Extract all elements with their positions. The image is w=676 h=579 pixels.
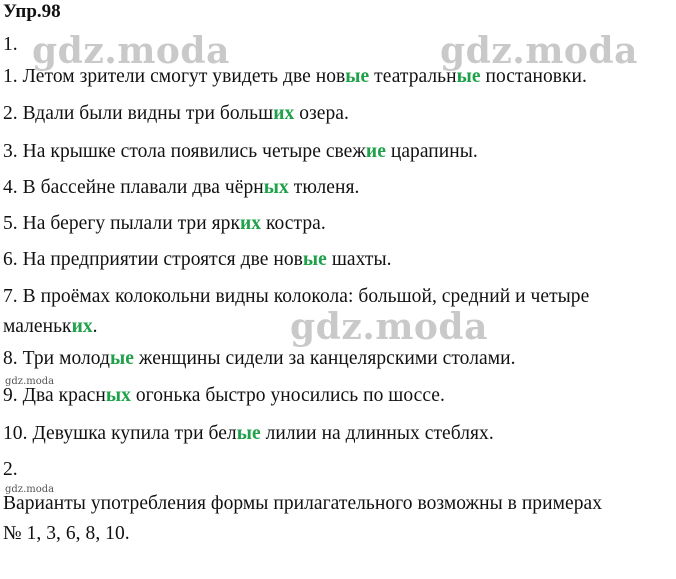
highlighted-ending: ые	[345, 66, 370, 87]
watermark-center: gdz.moda	[290, 306, 488, 348]
sentence-number: 10.	[3, 423, 28, 444]
sentence-number: 1.	[3, 66, 18, 87]
section-1-marker: 1.	[3, 34, 18, 55]
sentence-text: На предприятии строятся две нов	[17, 249, 303, 270]
sentence-line	[3, 348, 516, 370]
section-2-marker: 2.	[3, 459, 18, 480]
sentence-line	[3, 177, 359, 199]
sentence-number: 7.	[3, 286, 18, 307]
sentence-number: 8.	[3, 348, 18, 369]
sentence-text: тюленя.	[288, 177, 360, 198]
highlighted-ending: ые	[110, 348, 134, 369]
sentence-line	[3, 286, 589, 308]
highlighted-ending: их	[71, 316, 93, 337]
highlighted-ending: ых	[105, 385, 131, 406]
sentence-line	[3, 423, 494, 445]
highlighted-ending: их	[239, 213, 262, 234]
sentence-text: На берегу пылали три ярк	[17, 213, 240, 234]
watermark-top-left: gdz.moda	[32, 30, 230, 72]
sentence-text: На крышке стола появились четыре свеж	[17, 141, 366, 162]
sentence-text: лилии на длинных стеблях.	[260, 423, 494, 444]
sentence-line	[3, 385, 445, 407]
sentence-number: 3.	[3, 141, 18, 162]
conclusion-line-1: Варианты употребления формы прилагательного возможны в примерах	[3, 493, 602, 514]
highlighted-ending: ие	[365, 141, 386, 162]
sentence-text: Летом зрители смогут увидеть две нов	[17, 66, 346, 87]
exercise-title: Упр.98	[3, 1, 61, 22]
sentence-text: Вдали были видны три больш	[17, 103, 274, 124]
sentence-text: огонька быстро уносились по шоссе.	[130, 385, 445, 406]
sentence-text: шахты.	[326, 249, 392, 270]
sentence-line	[3, 249, 392, 271]
sentence-text: царапины.	[385, 141, 478, 162]
sentence-text: озера.	[294, 103, 349, 124]
highlighted-ending: их	[273, 103, 295, 124]
sentence-number: 2.	[3, 103, 18, 124]
watermark-small-lower: gdz.moda	[5, 484, 55, 495]
sentence-number: 9.	[3, 385, 18, 406]
sentence-text: В бассейне плавали два чёрн	[17, 177, 264, 198]
highlighted-ending: ые	[236, 423, 261, 444]
sentence-text: .	[92, 316, 98, 337]
sentence-line	[3, 213, 326, 235]
sentence-text: В проёмах колокольни видны колокола: большой, средний и четыре	[17, 286, 590, 307]
sentence-text: женщины сидели за канцелярскими столами.	[134, 348, 516, 369]
sentence-text: костра.	[261, 213, 326, 234]
sentence-number: 4.	[3, 177, 18, 198]
sentence-text: Девушка купила три бел	[27, 423, 237, 444]
conclusion-line-2: № 1, 3, 6, 8, 10.	[3, 523, 130, 544]
highlighted-ending: ые	[302, 249, 327, 270]
highlighted-ending: ые	[456, 66, 481, 87]
sentence-text: постановки.	[480, 66, 587, 87]
sentence-text: Три молод	[17, 348, 111, 369]
sentence-text: маленьк	[3, 316, 72, 337]
sentence-text: Два красн	[17, 385, 106, 406]
sentence-line	[3, 103, 349, 125]
watermark-top-right: gdz.moda	[440, 30, 638, 72]
sentence-number: 6.	[3, 249, 18, 270]
sentence-number: 5.	[3, 213, 18, 234]
watermark-small-upper: gdz.moda	[5, 376, 55, 387]
sentence-line	[3, 141, 478, 163]
highlighted-ending: ых	[263, 177, 289, 198]
sentence-line	[3, 316, 98, 338]
sentence-text: театральн	[369, 66, 457, 87]
